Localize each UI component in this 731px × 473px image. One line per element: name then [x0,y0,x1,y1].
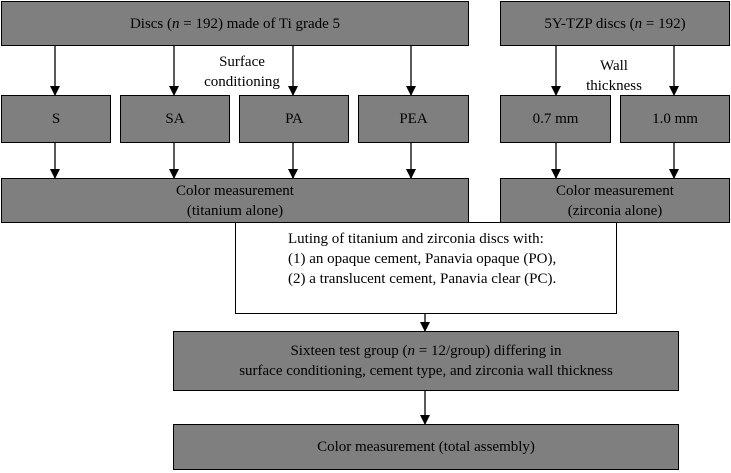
color-measurement-ti-box [1,178,469,223]
color-total-label: Color measurement (total assembly) [317,439,535,455]
ti-discs-box [1,1,469,46]
test-groups-post: = 12/group) differing in [415,343,562,359]
luting-note-line-2: (1) an opaque cement, Panavia opaque (PO), [288,251,557,267]
thickness-box-10 [620,95,730,143]
thickness-label-07: 0.7 mm [532,111,579,127]
color-zr-line-1: Color measurement [556,182,674,199]
ti-discs-pre: Discs ( [129,15,173,32]
wall-thickness-line-2: thickness [586,78,642,94]
ti-discs-var: n [172,15,180,32]
group-label-s: S [51,111,61,127]
group-box-sa [120,95,230,143]
group-box-pea [358,95,469,143]
ti-discs-post: = 192) made of Ti grade 5 [179,15,341,32]
color-ti-line-2: (titanium alone) [186,202,284,219]
group-label-sa: SA [165,111,185,127]
test-groups-box [173,331,679,391]
wall-thickness-label [572,56,656,96]
color-measurement-total-box [173,424,679,470]
color-zr-line-2: (zirconia alone) [567,202,663,219]
group-box-pa [239,95,349,143]
surface-conditioning-line-1: Surface [219,54,265,70]
color-measurement-zr-box [500,178,730,223]
thickness-box-07 [500,95,611,143]
luting-note-line-1: Luting of titanium and zirconia discs with: [288,231,544,247]
test-groups-line-2: surface conditioning, cement type, and zirconia wall thickness [239,363,613,379]
zr-discs-box [500,1,730,46]
zr-discs-post: = 192) [642,15,686,32]
luting-note-line-3: (2) a translucent cement, Panavia clear (PC). [288,271,557,287]
surface-conditioning-line-2: conditioning [204,74,280,90]
group-box-s [1,95,111,143]
surface-conditioning-label [196,52,288,92]
group-label-pa: PA [285,111,303,127]
thickness-label-10: 1.0 mm [652,111,698,127]
group-label-pea: PEA [399,111,428,127]
zr-discs-var: n [634,15,643,32]
wall-thickness-line-1: Wall [600,58,628,74]
test-groups-var: n [407,343,416,359]
color-ti-line-1: Color measurement [176,182,294,199]
test-groups-pre: Sixteen test group ( [290,343,408,359]
zr-discs-pre: 5Y-TZP discs ( [544,15,635,32]
